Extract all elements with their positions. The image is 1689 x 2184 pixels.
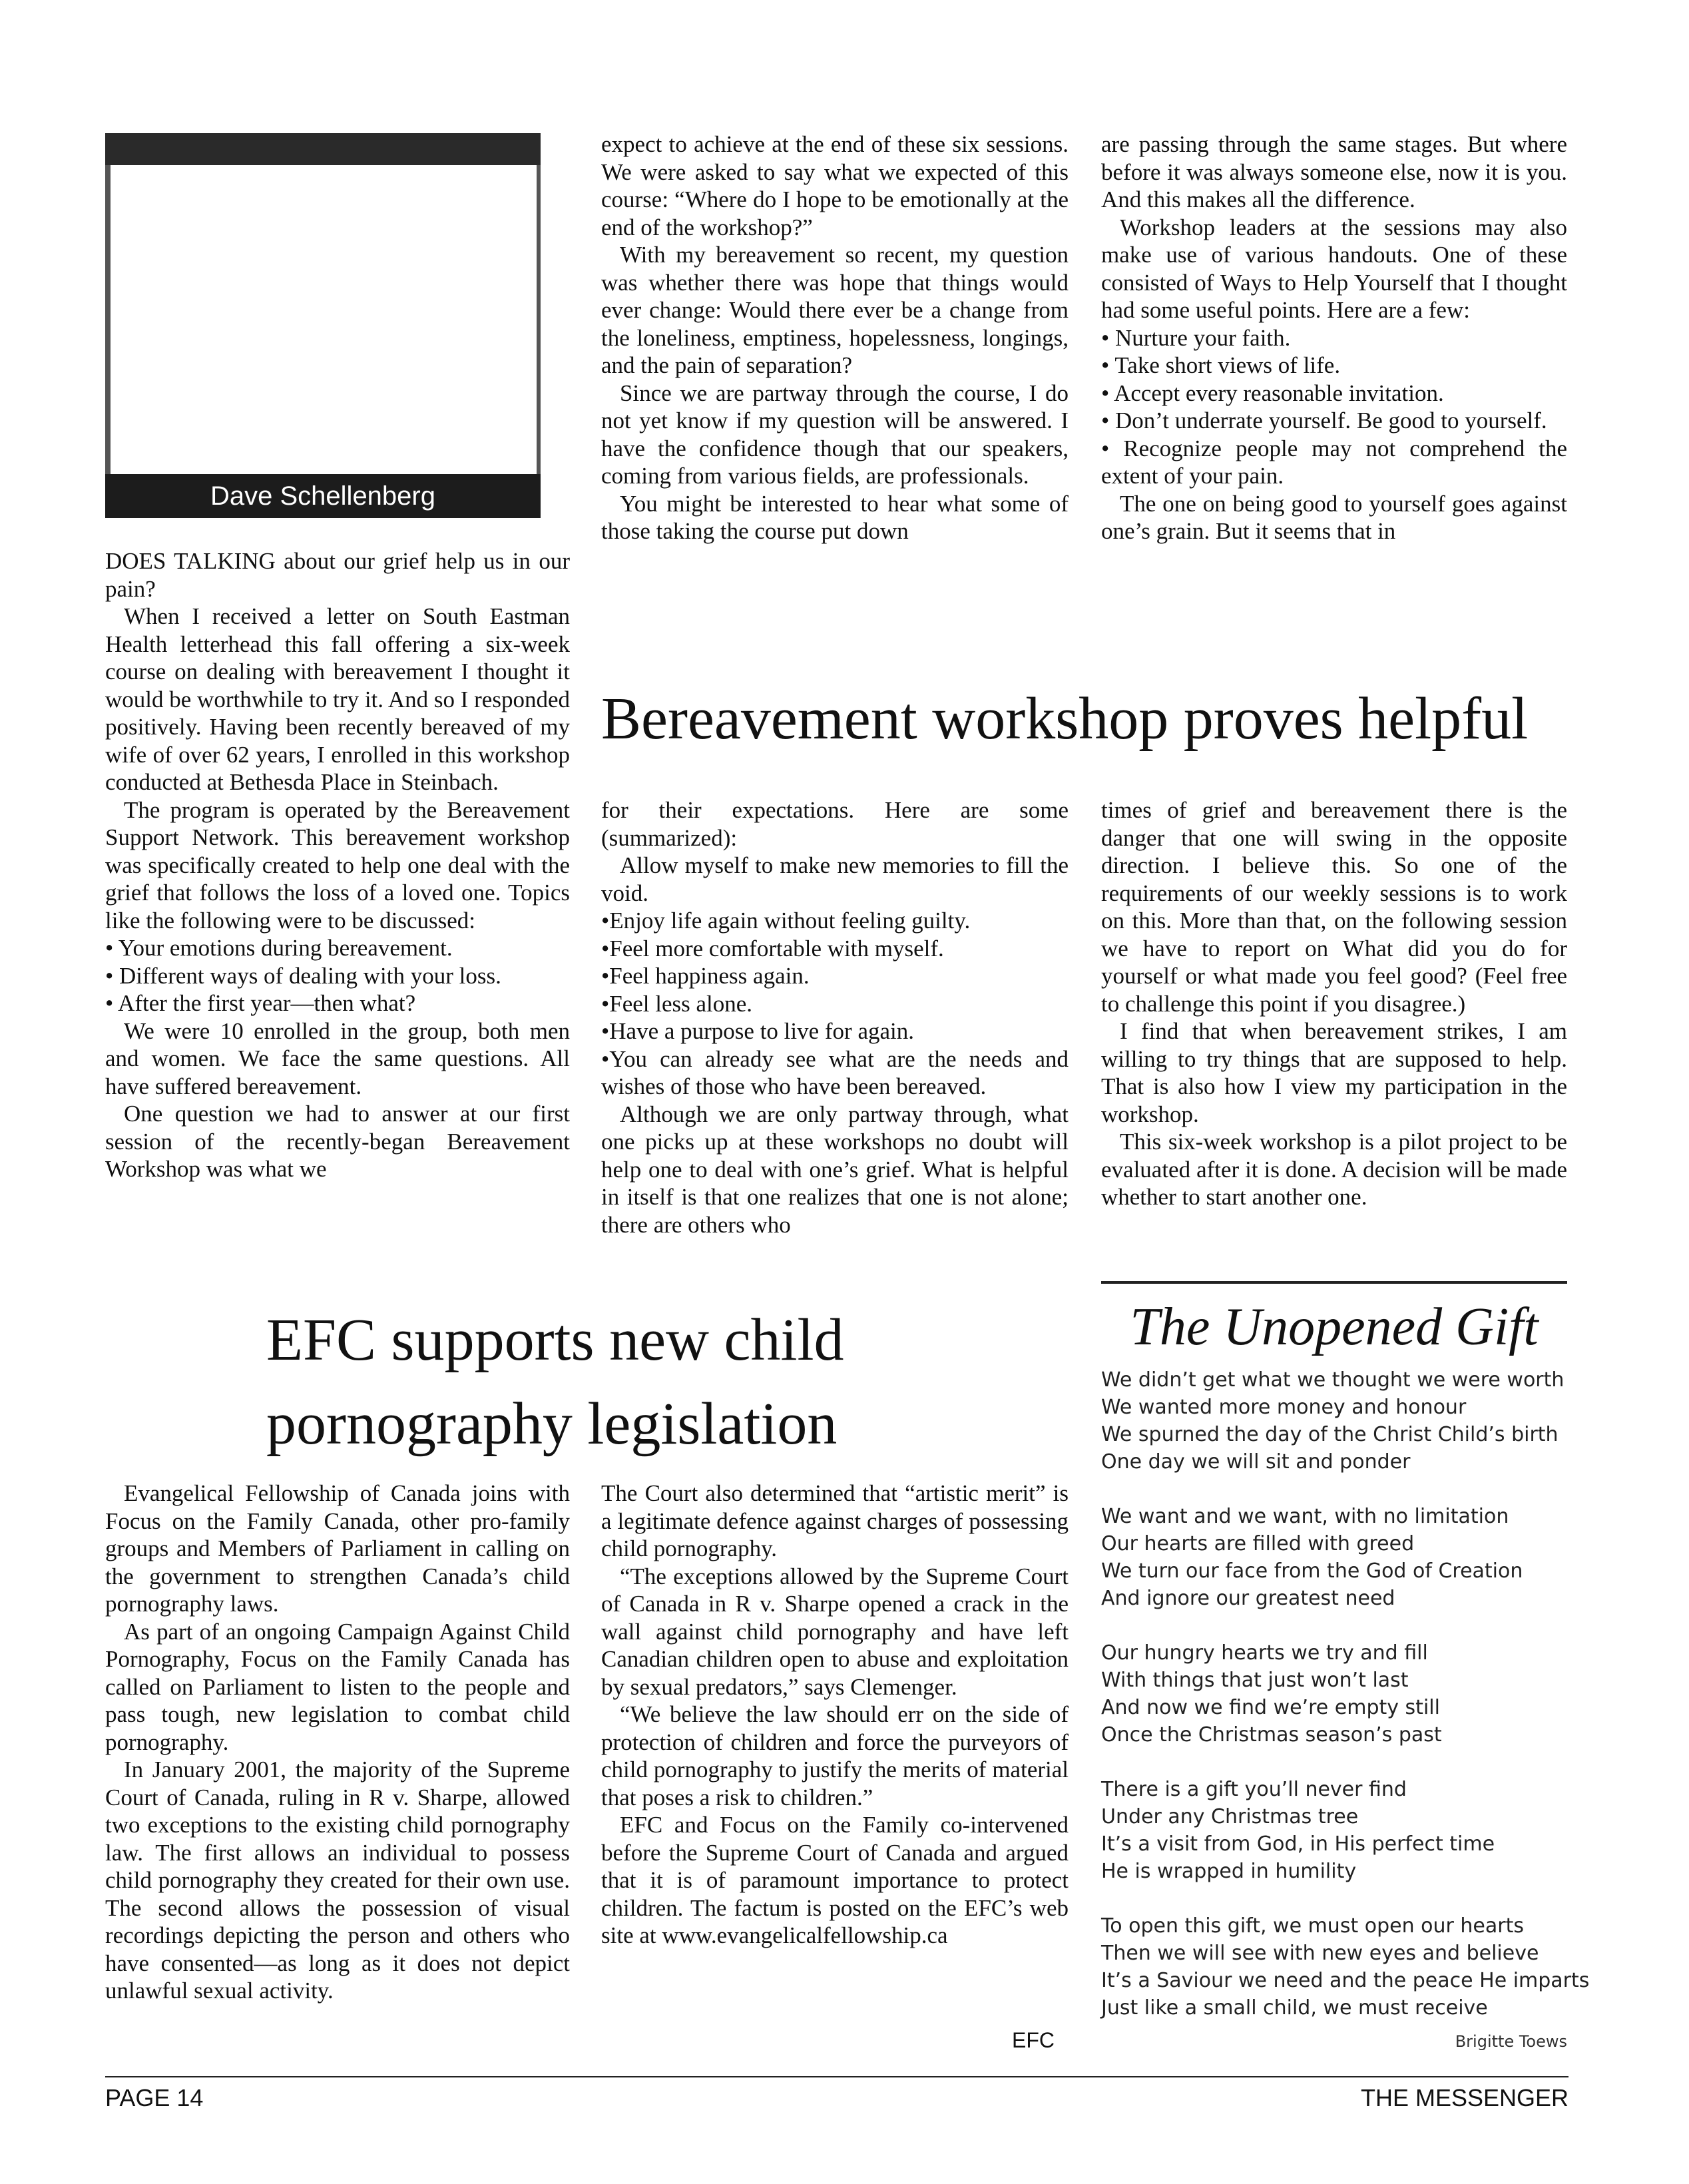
bullet-item: • Accept every reasonable invitation.	[1101, 380, 1444, 406]
poem-line: There is a gift you’ll never find	[1101, 1778, 1407, 1801]
poem-line: We wanted more money and honour	[1101, 1396, 1467, 1419]
poem-line: We spurned the day of the Christ Child’s birth	[1101, 1423, 1559, 1446]
paragraph: are passing through the same stages. But where before it was always someone else, now it is you. And this makes all the difference.	[1101, 131, 1567, 212]
poem-line: Our hungry hearts we try and fill	[1101, 1641, 1428, 1665]
poem-line: We turn our face from the God of Creation	[1101, 1559, 1523, 1583]
paragraph: The program is operated by the Bereavement Support Network. This bereavement workshop was specifically created to help one deal with the grief that follows the loss of a loved one. Topics like the following were to be discussed:	[105, 796, 570, 934]
poem-stanza	[1101, 1776, 1567, 1885]
article1-column-3-top	[1101, 131, 1567, 545]
paragraph: Workshop leaders at the sessions may also make use of various handouts. One of these consisted of Ways to Help Yourself that I thought had some useful points. Here are a few:	[1101, 214, 1567, 323]
bullet-item: •Feel less alone.	[601, 990, 753, 1017]
article1-headline: Bereavement workshop proves helpful	[601, 686, 1529, 752]
paragraph: This six-week workshop is a pilot project to be evaluated after it is done. A decision will be made whether to start another one.	[1101, 1129, 1567, 1210]
article2-headline-line-1: EFC supports new child	[266, 1307, 844, 1373]
bullet-item: • Your emotions during bereavement.	[105, 935, 453, 961]
poem-line: Just like a small child, we must receive	[1101, 1996, 1488, 2020]
paragraph: The Court also determined that “artistic merit” is a legitimate defence against charges of possessing child pornography.	[601, 1480, 1069, 1561]
poem-stanza	[1101, 1366, 1567, 1476]
bullet-item: • After the first year—then what?	[105, 990, 416, 1016]
poem-line: With things that just won’t last	[1101, 1669, 1409, 1692]
poem-line: We want and we want, with no limitation	[1101, 1505, 1509, 1528]
poem-stanza	[1101, 1639, 1567, 1749]
footer-rule	[105, 2076, 1568, 2077]
poem-stanza	[1101, 1503, 1567, 1612]
paragraph: In January 2001, the majority of the Supreme Court of Canada, ruling in R v. Sharpe, allowed two exceptions to the existing child pornography law. The first allows an individual to possess child pornography they created for their own use. The second allows the possession of visual recordings depicting the person and others who have consented—as long as it does not depict unlawful sexual activity.	[105, 1757, 570, 2004]
paragraph: for their expectations. Here are some (summarized):	[601, 797, 1069, 851]
poem-line: Once the Christmas season’s past	[1101, 1723, 1442, 1747]
poem-line: To open this gift, we must open our hearts	[1101, 1914, 1524, 1938]
paragraph: You might be interested to hear what some of those taking the course put down	[601, 490, 1069, 544]
poem-line: We didn’t get what we thought we were worth	[1101, 1368, 1565, 1392]
poem-author: Brigitte Toews	[1455, 2032, 1567, 2051]
bullet-item: • Different ways of dealing with your loss.	[105, 962, 501, 989]
bullet-item: •Enjoy life again without feeling guilty.	[601, 908, 971, 934]
article2-column-2	[601, 1480, 1069, 1950]
poem-title: The Unopened Gift	[1130, 1298, 1539, 1356]
article1-column-2-bottom	[601, 796, 1069, 1238]
paragraph: Allow myself to make new memories to fill the void.	[601, 852, 1069, 906]
paragraph: expect to achieve at the end of these six sessions. We were asked to say what we expected of this course: “Where do I hope to be emotionally at the end of the workshop?”	[601, 131, 1069, 240]
article1-column-2-top	[601, 131, 1069, 545]
paragraph: I find that when bereavement strikes, I am willing to try things that are supposed to help. That is also how I view my participation in the workshop.	[1101, 1018, 1567, 1127]
bullet-item: •Feel more comfortable with myself.	[601, 935, 944, 961]
paragraph: Since we are partway through the course, I do not yet know if my question will be answered. I have the confidence though that our speakers, coming from various fields, are professionals.	[601, 380, 1069, 489]
article2-headline	[266, 1298, 932, 1466]
bullet-item: •Feel happiness again.	[601, 963, 810, 989]
page-number: PAGE 14	[105, 2084, 204, 2111]
poem-body	[1101, 1366, 1590, 2049]
poem-line: And ignore our greatest need	[1101, 1587, 1395, 1610]
paragraph: Although we are only partway through, what one picks up at these workshops no doubt will help one to deal with one’s grief. What is helpful in itself is that one realizes that one is not alone; there are others who	[601, 1101, 1069, 1238]
bullet-item: •Have a purpose to live for again.	[601, 1018, 915, 1044]
paragraph: We were 10 enrolled in the group, both men and women. We face the same questions. All have suffered bereavement.	[105, 1017, 570, 1099]
poem-line: Our hearts are filled with greed	[1101, 1532, 1415, 1555]
poem-line: And now we find we’re empty still	[1101, 1696, 1440, 1719]
article1-column-1	[105, 547, 570, 1183]
paragraph: times of grief and bereavement there is the danger that one will swing in the opposite direction. I believe this. So one of the requirements of our weekly sessions is to work on this. More than that, on the following session we have to report on What did you do for yourself or what made you feel good? (Feel free to challenge this point if you disagree.)	[1101, 797, 1567, 1017]
photo-caption: Dave Schellenberg	[105, 474, 541, 518]
article2-headline-line-2: pornography legislation	[266, 1391, 838, 1457]
poem-stanza	[1101, 1912, 1590, 2022]
bullet-item: • Don’t underrate yourself. Be good to yourself.	[1101, 408, 1547, 433]
paragraph: The one on being good to yourself goes against one’s grain. But it seems that in	[1101, 490, 1567, 544]
poem-line: It’s a Saviour we need and the peace He imparts	[1101, 1969, 1590, 1992]
bullet-item: • Take short views of life.	[1101, 352, 1341, 378]
bullet-item: • Nurture your faith.	[1101, 324, 1291, 351]
poem-line: Under any Christmas tree	[1101, 1805, 1359, 1828]
paragraph: With my bereavement so recent, my question was whether there was hope that things would ever change: Would there ever be a change from the loneliness, emptiness, hopelessness, longings, and the pain of separation?	[601, 242, 1069, 378]
poem-top-rule	[1101, 1281, 1567, 1284]
paragraph: “The exceptions allowed by the Supreme Court of Canada in R v. Sharpe opened a crack in the wall against child pornography and have left Canadian children open to abuse and exploitation by sexual predators,” says Clemenger.	[601, 1563, 1069, 1700]
article2-column-1	[105, 1480, 570, 2005]
bullet-item: • Recognize people may not comprehend the extent of your pain.	[1101, 435, 1567, 489]
poem-line: It’s a visit from God, in His perfect time	[1101, 1832, 1495, 1856]
poem-line: Then we will see with new eyes and believe	[1101, 1942, 1539, 1965]
article1-column-3-bottom	[1101, 796, 1567, 1211]
paragraph: When I received a letter on South Eastman Health letterhead this fall offering a six-week course on dealing with bereavement I thought it would be worthwhile to try it. And so I responded positively. Having been recently bereaved of my wife of over 62 years, I enrolled in this workshop conducted at Bethesda Place in Steinbach.	[105, 603, 570, 795]
paragraph: “We believe the law should err on the side of protection of children and force the purveyors of child pornography to justify the merits of material that poses a risk to children.”	[601, 1701, 1069, 1810]
paragraph: One question we had to answer at our first session of the recently-began Bereavement Workshop was what we	[105, 1101, 570, 1182]
article2-credit: EFC	[1012, 2028, 1055, 2052]
paragraph: Evangelical Fellowship of Canada joins with Focus on the Family Canada, other pro-family groups and Members of Parliament in calling on the government to strengthen Canada’s child pornography laws.	[105, 1480, 570, 1617]
bullet-item: •You can already see what are the needs and wishes of those who have been bereaved.	[601, 1045, 1069, 1099]
poem-line: One day we will sit and ponder	[1101, 1450, 1411, 1474]
paragraph: As part of an ongoing Campaign Against Child Pornography, Focus on the Family Canada has called on Parliament to listen to the people and pass tough, new legislation to combat child pornography.	[105, 1618, 570, 1755]
photo	[105, 133, 541, 518]
poem-line: He is wrapped in humility	[1101, 1860, 1357, 1883]
paragraph: DOES TALKING about our grief help us in our pain?	[105, 548, 570, 602]
publication-name: THE MESSENGER	[1360, 2084, 1568, 2111]
paragraph: EFC and Focus on the Family co-intervened before the Supreme Court of Canada and argued that it is of paramount importance to protect children. The factum is posted on the EFC’s web site at www.evangelicalfellowship.ca	[601, 1812, 1069, 1948]
